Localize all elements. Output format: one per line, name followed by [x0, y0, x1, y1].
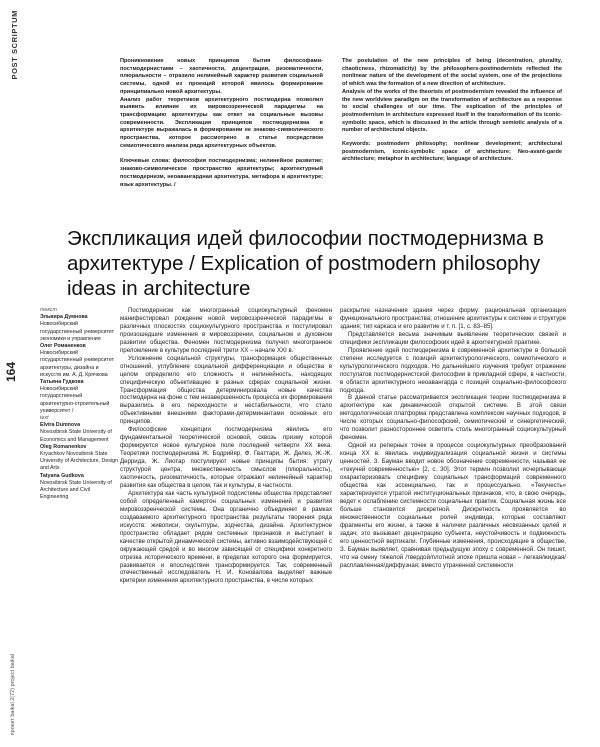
- body-paragraph: раскрытие назначения здания через форму: рациональная организация функционального пространства; отношение архитектуры к системе и структуре здания; тип каркаса и его развитие и т. п. [1, с. 83–85].: [340, 307, 566, 330]
- body-column-2: [340, 307, 566, 569]
- body-column-1: [120, 307, 332, 585]
- abstract-ru-paragraph: Анализ работ теоретиков архитектурного постмодерна позволил выявить влияние их мировоззренческой парадигмы на трансформацию архитектуры как ответ на социальные вызовы современности. Экспликация принципов постмодернизма в архитектуре выражалась в формировании ее знаково-символического пространства, которое рассмотрено в статье посредством семиотического анализа ряда архитектурных объектов.: [120, 96, 323, 149]
- body-paragraph: Архитектура как часть культурной подсистемы общества представляет собой определенный камертон социальных изменений и развития мировоззренческой системы. Она органично объединяет в рамках создаваемого архитектурного пространства результаты творения ряда искусств: живописи, скульптуры, зодчества, дизайна. Архитектурное пространство обладает рядом системных признаков и выступает в качестве открытой динамической системы, активно взаимодействующей с окружающей средой и во многом зависящей от специфики конкретного отрезка исторического времени, в пределах которого она формируется, развивается и впоследствии трансформируется. Так, современный отечественный исследователь Н. И. Коновалова выделяет важные критерии изменения архитектурного пространства, в числе которых: [120, 489, 332, 585]
- author-name: Tatyana Gudkova: [40, 472, 84, 479]
- author-affiliation: Новосибирский государственный университет экономики и управления: [40, 321, 115, 342]
- body-paragraph: Представляется весьма значимым выявление теоретических связей и специфики экспликации философских идей в архитектурной практике.: [340, 330, 566, 346]
- author-affiliation: Новосибирский государственный университет архитектуры, дизайна и искусств им. А. Д. Крячкова: [40, 350, 115, 378]
- author-name: Олег Романенков: [40, 343, 86, 350]
- page-number: 164: [4, 362, 18, 383]
- author-label: текст: [40, 307, 57, 313]
- abstract-ru: [120, 58, 323, 189]
- author-affiliation: Kryachkov Novosibirsk State University of Architecture, Design and Arts: [40, 451, 119, 472]
- section-label: POST SCRIPTUM: [10, 10, 19, 80]
- keywords-en: Keywords: postmodern philosophy; nonlinear development; architectural postmodernism, iconic-symbolic space of architecture; Neo-avant-garde architecture; metaphor in architecture; language of architecture.: [342, 141, 562, 163]
- abstract-en-paragraph: The postulation of the new principles of being (decentration, plurality, chaoticness, rhizomaticity) by the philosophers-postmodernists reflected the nonlinear nature of the development of the social system, one of the projections of which was the formation of a new direction of architecture.: [342, 58, 562, 88]
- body-paragraph: Одной из реперных точек в процессе социокультурных преобразований конца XX в. явилась индивидуализация социальной жизни и системы ценностей. З. Бауман вводит новое обозначение современности, называя ее «текучей современностью» [2, с. 30]. Этот термин позволил исчерпывающе охарактеризовать специфику социальных трансформаций современного общества как эссенциально, так и процессуально. «Текучесть» характеризуется утратой институциональных признаков, что, в свою очередь, ведет к ослаблению системности социальных практик. Социальная жизнь все больше становится дискретной. Дискретность проявляется во множественности социальных ролей индивида, которые составляют фрагменты его жизни, а также в наличии различных несвязанных целей и задач; это вызывает децентрацию субъекта, неустойчивость и подвижность его ценностной вертикали. Глубинные изменения, происходящие в обществе, З. Бауман выявляет, сравнивая предыдущую эпоху с современной. Он пишет, что на смену тяжелой /твердой/плотной эпохе пришла новая – легкая/жидкая/расплавленная/диффузная; вместо утраченной системности: [340, 442, 566, 569]
- author-block: [40, 307, 118, 501]
- keywords-ru: Ключевые слова: философия постмодернизма; нелинейное развитие; знаково-символическое пространство архитектуры; архитектурный постмодернизм, неоавангардная архитектура, метафора в архитектуре; язык архитектуры. /: [120, 158, 323, 188]
- body-paragraph: Проявление идей постмодернизма в современной архитектуре в большой степени исследуется с позиций архитектурологического, семиотического и культурологического подходов. Но дальнейшего изучения требует отражение постулатов постмодернистской философии в прикладной сфере, в частности, в области архитектурного неоавангарда с позиций социально-философского подхода.: [340, 346, 566, 394]
- body-paragraph: Усложнение социальной структуры, трансформация общественных отношений, углубление социальной дифференциации и общества в целом определило его сложность и нелинейность, находящих специфическую объективацию в разных сферах социальной жизни. Трансформация общества детерминировала новые качества постмодерна на фоне с тем незавершенность процесса их формирования выразились в его переходности и нестабильности, что стало объективными внешними факторами-детерминантами основных его принципов.: [120, 354, 332, 426]
- journal-reference: проект baikal 2(72) project baikal: [10, 653, 16, 735]
- body-paragraph: В данной статье рассматривается экспликация теории постмодернизма в архитектуре как динамической открытой системе. В этой связи методологическая платформа представлена комплексом научных подходов, в числе которых социально-философский, семиотический и синергетический, что позволит разностороннее осветить столь многогранный социокультурный феномен.: [340, 394, 566, 442]
- author-name: Татьяна Гудкова: [40, 379, 84, 386]
- author-affiliation: Novosibirsk State University of Architecture and Civil Engineering: [40, 479, 112, 501]
- abstract-ru-paragraph: Проникновение новых принципов бытия философами-постмодернистами – хаотичности, децентрации, ризоматичности, плюральности – отразило нелинейный характер развития социальной системы, одной из проекций которой явилось формирование принципиально новой архитектуры.: [120, 58, 323, 95]
- abstract-en-paragraph: Analysis of the works of the theorists of postmodernism revealed the influence of the new worldview paradigm on the transformation of architecture as a response to social challenges of our time. The explication of the principles of postmodernism in architecture expressed itself in the transformation of its iconic-symbolic space, which is discussed in the article through semiotic analysis of a number of architectural objects.: [342, 88, 562, 134]
- author-label: text: [40, 415, 49, 422]
- article-title: Экспликация идей философии постмодернизма в архитектуре / Explication of postmodern philosophy ideas in architecture: [67, 227, 544, 300]
- body-paragraph: Философские концепции постмодернизма явились его фундаментальной теоретической основой, сквозь призму которой формируется новое культурное поле последней четверти XX века. Теоретики постмодернизма Ж. Бодрийяр, Ф. Гваттари, Ж. Делез, Ж.-Ж. Деррида, Ж. Лиотар постулируют новые принципы бытия: утрату структурой центра, множественность смыслов (плюральность), хаотичность, ризоматичность, которые отражают нелинейный характер развития как общества в целом, так и культуры, в частности.: [120, 426, 332, 489]
- author-name: Elvira Dumnova: [40, 422, 81, 429]
- author-name: Oleg Romanenkov: [40, 443, 87, 450]
- author-name: Эльвира Думнова: [40, 314, 88, 321]
- abstract-en: [342, 58, 562, 164]
- author-affiliation: Novosibirsk State University of Economics and Management: [40, 429, 112, 443]
- body-paragraph: Постмодернизм как многогранный социокультурный феномен манифестировал рождение новой мировоззренческой парадигмы в различных плоскостях социокультурного пространства и постулировал произошедшие изменения в мировоззрении, социальном и духовном развитии общества. Феномен постмодернизма получил многогранное преломление в культуре последней трети XX – начале XXI в.: [120, 307, 332, 354]
- author-affiliation: Новосибирский государственный архитектурно-строительный университет /: [40, 386, 110, 414]
